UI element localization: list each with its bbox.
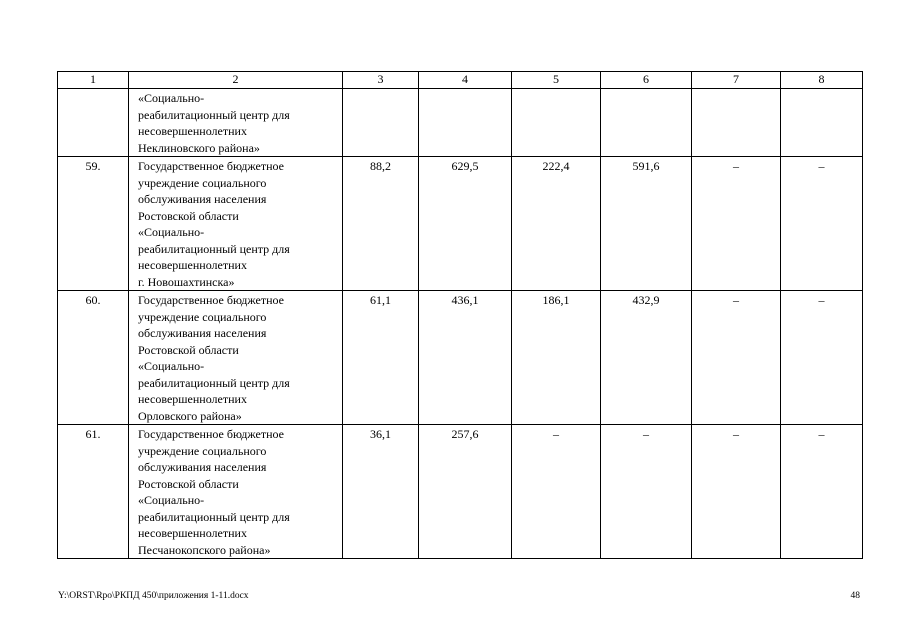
value-col-8: – [781,291,863,425]
value-col-6: – [601,425,692,559]
table-row [58,425,863,559]
footer-file-path: Y:\ORST\Rpo\РКПД 450\приложения 1-11.docx [58,591,249,601]
value-col-7: – [692,291,781,425]
institution-name-line: учреждение социального [138,309,267,324]
row-number: 61. [58,425,129,559]
institution-name-line: Ростовской области [138,476,239,491]
table-row [58,291,863,425]
table-body [58,89,863,559]
institution-name-line: Орловского района» [138,408,242,423]
table-row [58,89,863,157]
institution-name-line: учреждение социального [138,443,267,458]
institution-name-line: реабилитационный центр для [138,375,290,390]
value-col-6: 432,9 [601,291,692,425]
institution-name [129,89,343,157]
institution-name-line: г. Новошахтинска» [138,274,235,289]
value-col-4 [419,89,512,157]
value-col-4: 436,1 [419,291,512,425]
value-col-3 [343,89,419,157]
row-number: 59. [58,157,129,291]
value-col-3: 61,1 [343,291,419,425]
header-col-8: 8 [781,72,863,89]
institution-name-line: «Социально- [138,225,205,239]
value-col-5: 222,4 [512,157,601,291]
institution-name-line: учреждение социального [138,175,267,190]
institution-name-line: Государственное бюджетное [138,159,284,173]
institution-name-line: Ростовской области [138,342,239,357]
value-col-8: – [781,157,863,291]
row-number [58,89,129,157]
institution-name-line: Ростовской области [138,208,239,223]
row-number: 60. [58,291,129,425]
institution-name-line: обслуживания населения [138,326,267,340]
institution-name-line: Неклиновского района» [138,140,260,155]
institution-name-line: Государственное бюджетное [138,293,284,307]
header-col-3: 3 [343,72,419,89]
value-col-5 [512,89,601,157]
header-col-2: 2 [129,72,343,89]
institution-name-line: несовершеннолетних [138,258,247,272]
value-col-6 [601,89,692,157]
value-col-3: 36,1 [343,425,419,559]
page-number: 48 [850,591,860,601]
institution-name-line: «Социально- [138,91,205,105]
value-col-8 [781,89,863,157]
table-header-row [58,72,863,89]
value-col-7: – [692,157,781,291]
value-col-7: – [692,425,781,559]
institution-name-line: несовершеннолетних [138,392,247,406]
institution-name-line: обслуживания населения [138,460,267,474]
header-col-4: 4 [419,72,512,89]
institution-name-line: несовершеннолетних [138,526,247,540]
header-col-1: 1 [58,72,129,89]
value-col-4: 257,6 [419,425,512,559]
institution-name-line: реабилитационный центр для [138,241,290,256]
institution-name-line: реабилитационный центр для [138,509,290,524]
value-col-3: 88,2 [343,157,419,291]
data-table [57,71,863,559]
value-col-6: 591,6 [601,157,692,291]
institution-name-line: Песчанокопского района» [138,542,271,557]
institution-name-line: реабилитационный центр для [138,107,290,122]
value-col-8: – [781,425,863,559]
institution-name-line: «Социально- [138,493,205,507]
value-col-4: 629,5 [419,157,512,291]
institution-name-line: обслуживания населения [138,192,267,206]
institution-name-line: несовершеннолетних [138,124,247,138]
table-row [58,157,863,291]
value-col-5: 186,1 [512,291,601,425]
header-col-6: 6 [601,72,692,89]
institution-name-line: «Социально- [138,359,205,373]
header-col-5: 5 [512,72,601,89]
institution-name-line: Государственное бюджетное [138,427,284,441]
value-col-7 [692,89,781,157]
institution-name [129,425,343,559]
header-col-7: 7 [692,72,781,89]
value-col-5: – [512,425,601,559]
institution-name [129,291,343,425]
institution-name [129,157,343,291]
